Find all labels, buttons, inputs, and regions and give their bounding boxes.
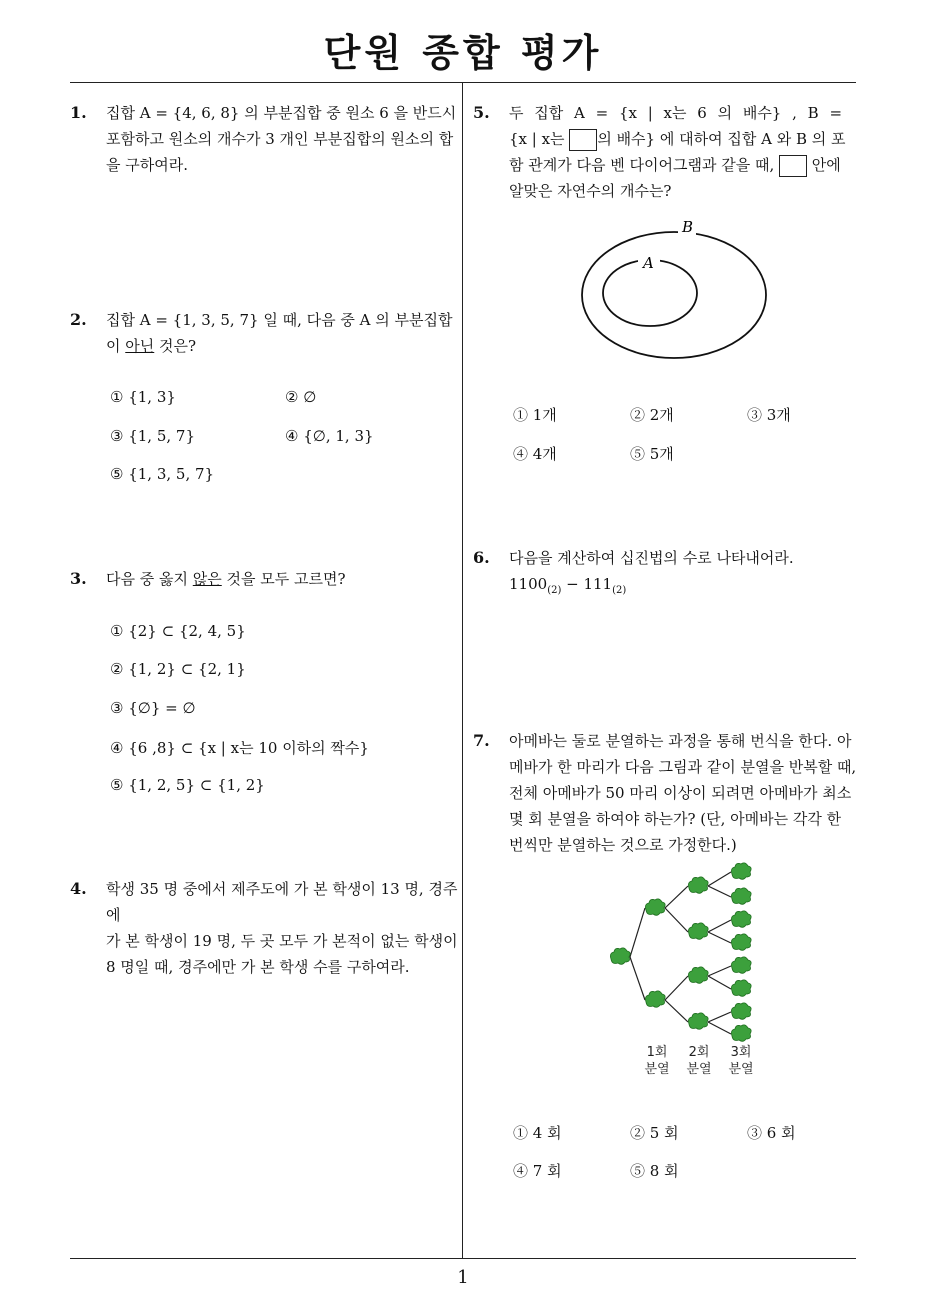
question-text-line: 8 명일 때, 경주에만 가 본 학생 수를 구하여라. [106, 958, 410, 976]
question-number: 7. [473, 731, 490, 750]
question-text-line: 집합 A = {1, 3, 5, 7} 일 때, 다음 중 A 의 부분집합 [106, 311, 453, 329]
question-text-line: 함 관계가 다음 벤 다이어그램과 같을 때, 안에 [509, 152, 863, 178]
question-number: 3. [70, 569, 87, 588]
question-text-line: {x | x는 의 배수} 에 대하여 집합 A 와 B 의 포 [509, 126, 863, 152]
amoeba-icon [731, 934, 751, 950]
question-text-line: 을 구하여라. [106, 156, 188, 174]
q5-option-5[interactable]: ⑤ 5개 [630, 445, 674, 463]
division-label-1-bottom: 분열 [644, 1062, 670, 1077]
question-number: 5. [473, 103, 490, 122]
page-title: 단원 종합 평가 [323, 31, 603, 75]
q7-option-2[interactable]: ② 5 회 [630, 1124, 679, 1142]
amoeba-icon [731, 957, 751, 973]
q5-option-4[interactable]: ④ 4개 [513, 445, 557, 463]
q3-option-3[interactable]: ③ {∅} = ∅ [110, 699, 196, 717]
question-5 [473, 100, 863, 204]
question-text-line: 아메바는 둘로 분열하는 과정을 통해 번식을 한다. 아 [509, 732, 852, 750]
question-text-line: 포함하고 원소의 개수가 3 개인 부분집합의 원소의 합 [106, 130, 454, 148]
answer-blank-box [569, 129, 597, 151]
venn-diagram [580, 215, 770, 365]
question-6 [473, 545, 863, 604]
question-text-line: 다음 중 옳지 않은 것을 모두 고르면? [106, 570, 346, 588]
question-text-line: 학생 35 명 중에서 제주도에 가 본 학생이 13 명, 경주에 [106, 880, 458, 924]
q7-option-4[interactable]: ④ 7 회 [513, 1162, 562, 1180]
set-a-label: A [643, 254, 654, 272]
amoeba-icon [731, 911, 751, 927]
amoeba-icon [731, 1003, 751, 1019]
set-b-label: B [682, 218, 694, 236]
q2-option-5[interactable]: ⑤ {1, 3, 5, 7} [110, 465, 215, 483]
division-label-1-top: 1회 [646, 1045, 668, 1060]
division-label-3-bottom: 분열 [728, 1062, 754, 1077]
question-2 [70, 307, 458, 359]
amoeba-icon [688, 877, 708, 893]
amoeba-icon [645, 899, 665, 915]
q5-option-3[interactable]: ③ 3개 [747, 406, 791, 424]
question-text-line: 다음을 계산하여 십진법의 수로 나타내어라. [509, 549, 794, 567]
question-text-line: 메바가 한 마리가 다음 그림과 같이 분열을 반복할 때, [509, 758, 857, 776]
question-3 [70, 566, 458, 592]
q2-option-2[interactable]: ② ∅ [285, 388, 317, 406]
q7-option-1[interactable]: ① 4 회 [513, 1124, 562, 1142]
question-7 [473, 728, 863, 858]
page-number: 1 [457, 1267, 469, 1288]
q3-option-2[interactable]: ② {1, 2} ⊂ {2, 1} [110, 660, 246, 678]
emphasis-underline: 않은 [192, 570, 222, 588]
question-number: 4. [70, 879, 87, 898]
question-text-line: 번씩만 분열하는 것으로 가정한다.) [509, 836, 737, 854]
question-text-line: 알맞은 자연수의 개수는? [509, 182, 672, 200]
column-divider [462, 83, 463, 1258]
q5-option-1[interactable]: ① 1개 [513, 406, 557, 424]
question-1 [70, 100, 458, 178]
q2-option-1[interactable]: ① {1, 3} [110, 388, 176, 406]
question-text-line: 이 아닌 것은? [106, 337, 197, 355]
q7-option-5[interactable]: ⑤ 8 회 [630, 1162, 679, 1180]
set-b-ellipse [582, 232, 766, 358]
amoeba-icon [731, 980, 751, 996]
question-number: 2. [70, 310, 87, 329]
q3-option-1[interactable]: ① {2} ⊂ {2, 4, 5} [110, 622, 246, 640]
q7-option-3[interactable]: ③ 6 회 [747, 1124, 796, 1142]
question-text-line: 전체 아메바가 50 마리 이상이 되려면 아메바가 최소 [509, 784, 852, 802]
bottom-divider [70, 1258, 856, 1259]
question-4 [70, 876, 458, 980]
question-text-line: 두 집합 A = {x | x는 6 의 배수} , B = [509, 104, 843, 122]
q2-option-4[interactable]: ④ {∅, 1, 3} [285, 427, 374, 445]
amoeba-icon [688, 923, 708, 939]
amoeba-icon [731, 863, 751, 879]
question-number: 1. [70, 103, 87, 122]
question-text-line: 집합 A = {4, 6, 8} 의 부분집합 중 원소 6 을 반드시 [106, 104, 457, 122]
division-label-2-top: 2회 [688, 1045, 710, 1060]
q5-option-2[interactable]: ② 2개 [630, 406, 674, 424]
question-text-line: 가 본 학생이 19 명, 두 곳 모두 가 본적이 없는 학생이 [106, 932, 458, 950]
amoeba-icon [731, 888, 751, 904]
q3-option-4[interactable]: ④ {6 ,8} ⊂ {x | x는 10 이하의 짝수} [110, 739, 369, 757]
top-divider [70, 82, 856, 83]
amoeba-icon [688, 1013, 708, 1029]
question-number: 6. [473, 548, 490, 567]
amoeba-icon [688, 967, 708, 983]
division-label-3-top: 3회 [730, 1045, 752, 1060]
amoeba-division-diagram [605, 862, 765, 1082]
question-text-line: 몇 회 분열을 하여야 하는가? (단, 아메바는 각각 한 [509, 810, 842, 828]
answer-blank-box [779, 155, 807, 177]
binary-expression: $1100_{(2)} - 111_{(2)}$ [509, 575, 627, 596]
q2-option-3[interactable]: ③ {1, 5, 7} [110, 427, 196, 445]
amoeba-icon [610, 948, 630, 964]
division-label-2-bottom: 분열 [686, 1062, 712, 1077]
emphasis-underline: 아닌 [125, 337, 155, 355]
q3-option-5[interactable]: ⑤ {1, 2, 5} ⊂ {1, 2} [110, 776, 265, 794]
amoeba-icon [731, 1025, 751, 1041]
amoeba-icon [645, 991, 665, 1007]
